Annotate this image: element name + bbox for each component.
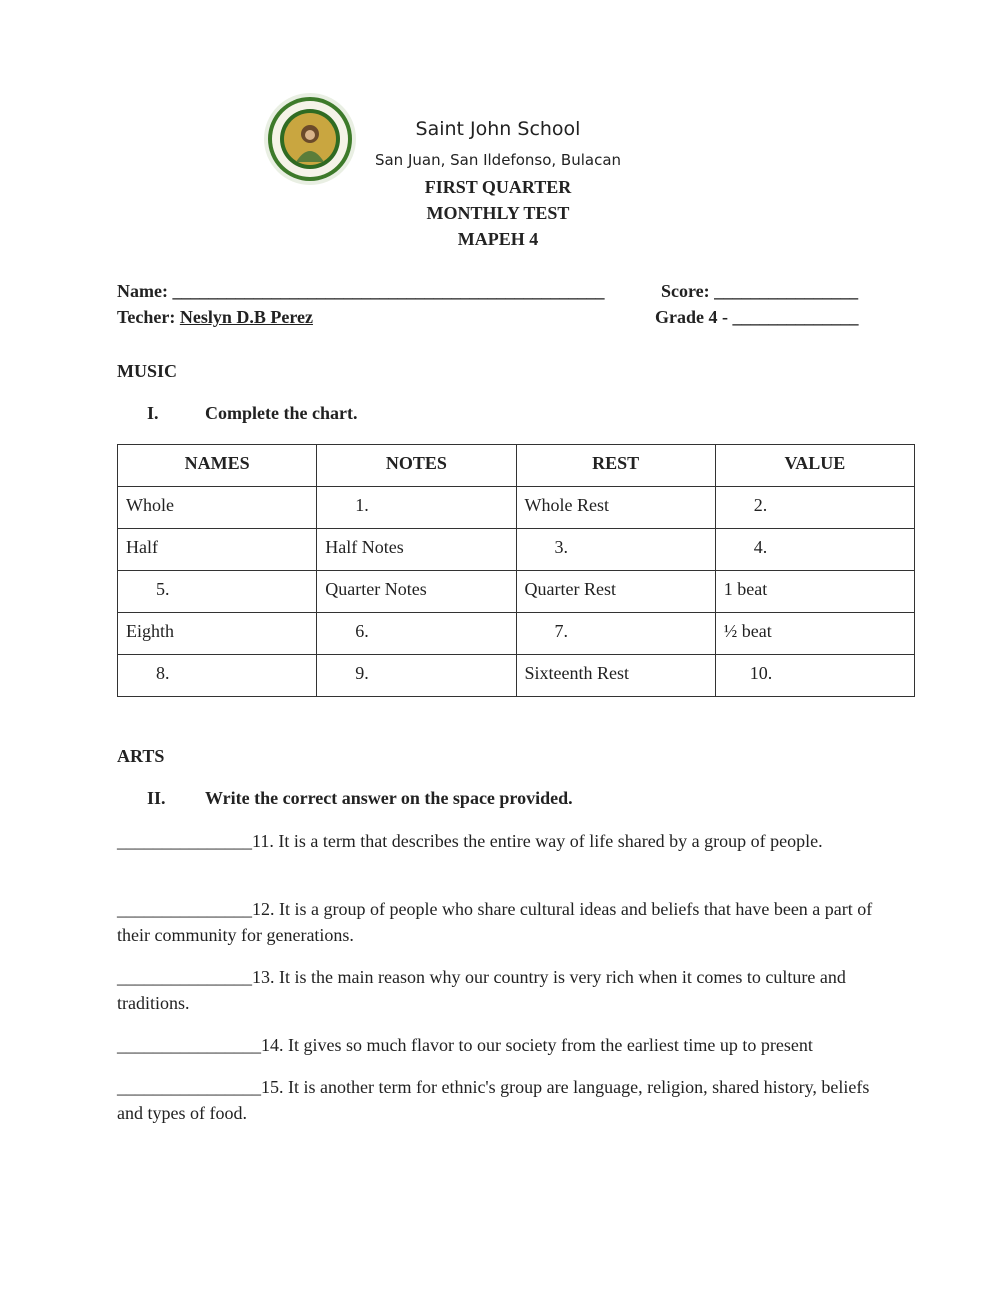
table-header: REST <box>516 445 715 487</box>
table-cell: Eighth <box>118 613 317 655</box>
table-cell: Sixteenth Rest <box>516 655 715 697</box>
table-cell: 1 beat <box>715 571 914 613</box>
arts-section-title: ARTS <box>117 746 165 766</box>
table-cell: Half <box>118 529 317 571</box>
table-cell: 1. <box>317 487 516 529</box>
question-12 <box>117 896 897 948</box>
arts-roman: II. <box>147 788 166 808</box>
score-blank[interactable]: ________________ <box>714 281 859 301</box>
question-11 <box>117 828 897 854</box>
table-row <box>118 655 915 697</box>
table-row <box>118 613 915 655</box>
question-text: 11. It is a term that describes the entire way of life shared by a group of people. <box>252 831 823 851</box>
table-cell: 9. <box>317 655 516 697</box>
table-cell: Quarter Notes <box>317 571 516 613</box>
table-row <box>118 529 915 571</box>
table-header: VALUE <box>715 445 914 487</box>
table-cell: 2. <box>715 487 914 529</box>
arts-instruction: Write the correct answer on the space provided. <box>205 788 573 808</box>
answer-blank[interactable]: ________________ <box>117 1035 261 1055</box>
teacher-row <box>117 307 313 328</box>
table-row <box>118 571 915 613</box>
table-cell: 10. <box>715 655 914 697</box>
table-row <box>118 487 915 529</box>
music-chart-table <box>117 444 915 697</box>
answer-blank[interactable]: ________________ <box>117 1077 261 1097</box>
music-section-title: MUSIC <box>117 361 178 381</box>
table-cell: 6. <box>317 613 516 655</box>
table-cell: Whole <box>118 487 317 529</box>
question-text: 13. It is the main reason why our country is very rich when it comes to culture and traditions. <box>117 967 846 1013</box>
question-14 <box>117 1032 897 1058</box>
grade-blank[interactable]: ______________ <box>732 307 859 327</box>
answer-blank[interactable]: _______________ <box>117 831 252 851</box>
music-roman: I. <box>147 403 159 423</box>
table-cell: Half Notes <box>317 529 516 571</box>
score-label: Score: <box>661 281 710 301</box>
music-instruction: Complete the chart. <box>205 403 358 423</box>
name-blank[interactable]: ________________________________________________ <box>172 281 605 301</box>
grade-row <box>655 307 858 328</box>
answer-blank[interactable]: _______________ <box>117 967 252 987</box>
table-cell: Whole Rest <box>516 487 715 529</box>
table-header: NAMES <box>118 445 317 487</box>
name-label: Name: <box>117 281 168 301</box>
table-cell: Quarter Rest <box>516 571 715 613</box>
question-text: 15. It is another term for ethnic's group are language, religion, shared history, beliefs and types of food. <box>117 1077 870 1123</box>
heading-quarter: FIRST QUARTER <box>424 177 572 197</box>
answer-blank[interactable]: _______________ <box>117 899 252 919</box>
grade-label: Grade 4 - <box>655 307 728 327</box>
teacher-name: Neslyn D.B Perez <box>179 307 313 327</box>
heading-subject: MAPEH 4 <box>457 229 539 249</box>
table-cell: 4. <box>715 529 914 571</box>
table-cell: 5. <box>118 571 317 613</box>
table-cell: 3. <box>516 529 715 571</box>
question-13 <box>117 964 897 1016</box>
teacher-label: Techer: <box>117 307 176 327</box>
score-row <box>661 281 858 302</box>
question-text: 14. It gives so much flavor to our society from the earliest time up to present <box>261 1035 813 1055</box>
table-cell: 8. <box>118 655 317 697</box>
school-address: San Juan, San Ildefonso, Bulacan <box>374 151 622 169</box>
table-header-row <box>118 445 915 487</box>
question-text: 12. It is a group of people who share cultural ideas and beliefs that have been a part of their community for generations. <box>117 899 873 945</box>
table-cell: ½ beat <box>715 613 914 655</box>
school-name: Saint John School <box>415 118 581 140</box>
question-15 <box>117 1074 897 1126</box>
table-header: NOTES <box>317 445 516 487</box>
name-row <box>117 281 604 302</box>
heading-test: MONTHLY TEST <box>426 203 570 223</box>
table-cell: 7. <box>516 613 715 655</box>
